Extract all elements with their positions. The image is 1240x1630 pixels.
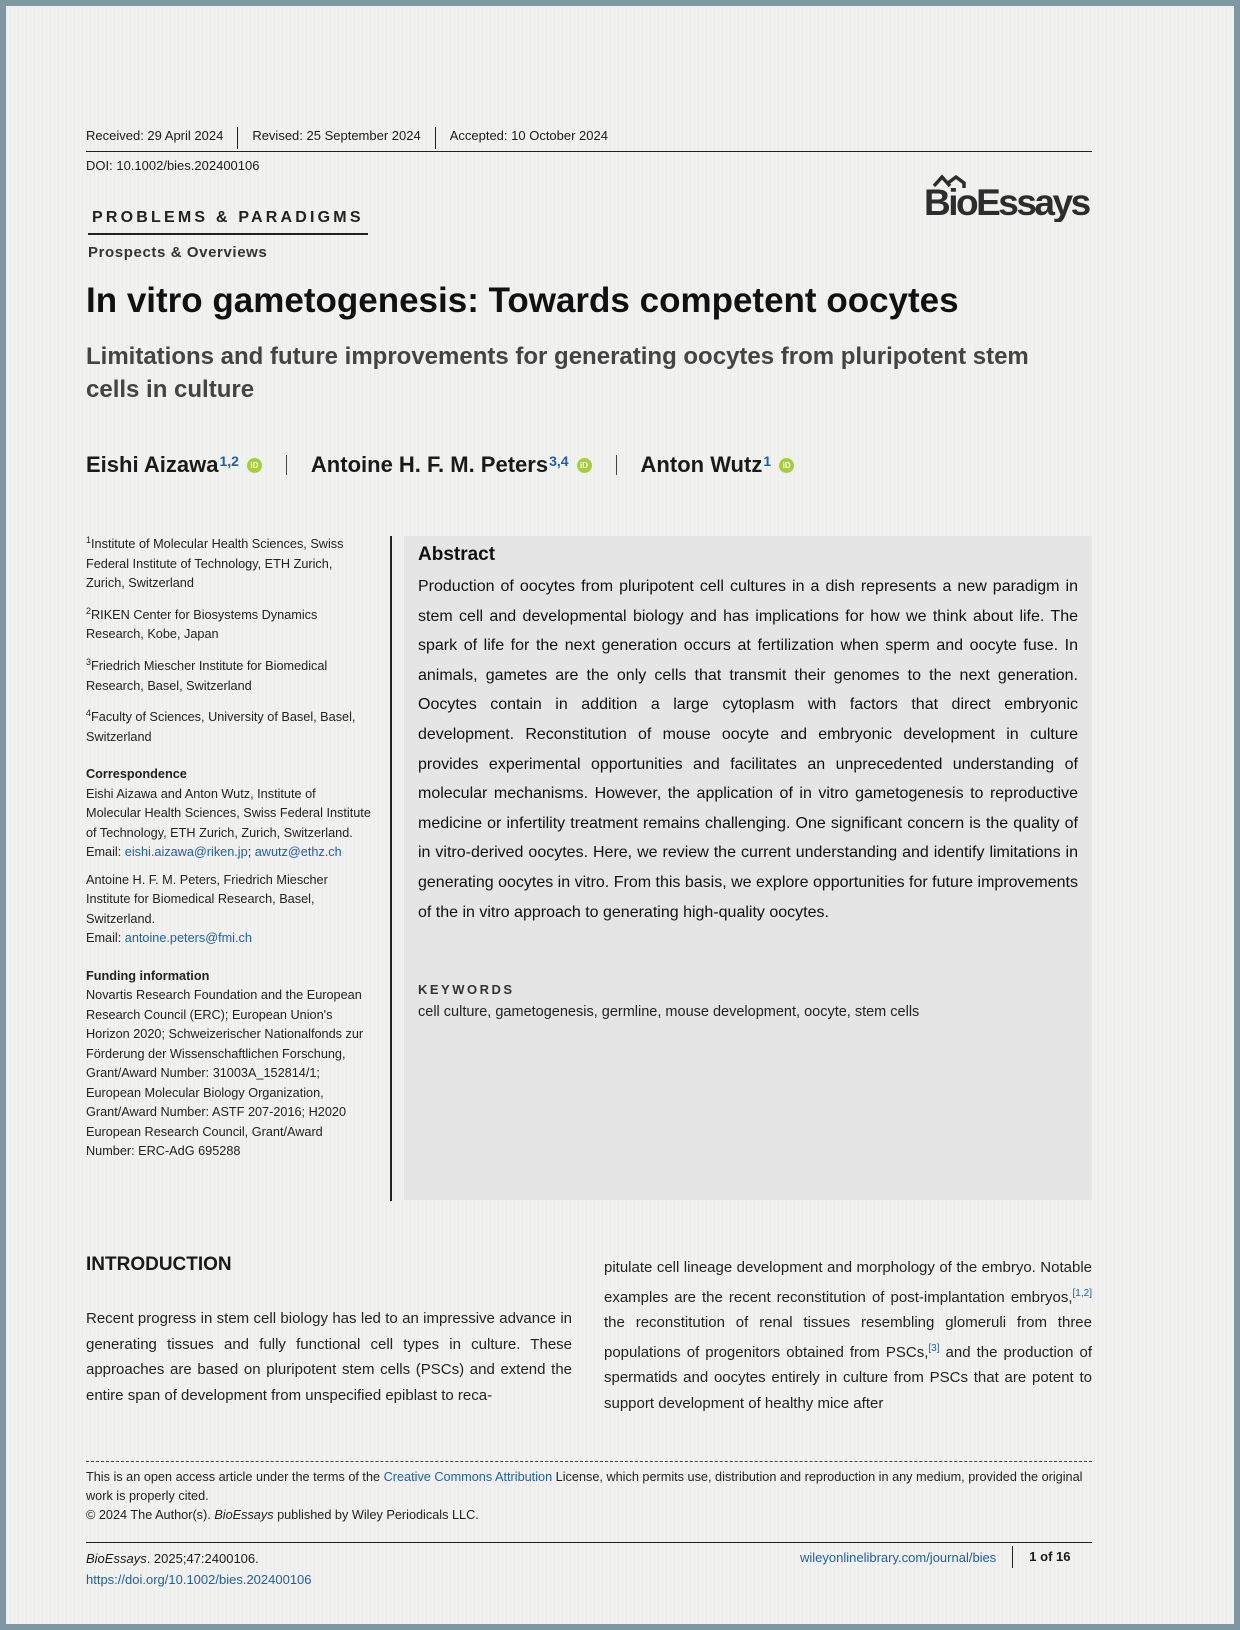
correspondence-block-1: Eishi Aizawa and Anton Wutz, Institute of Molecular Health Sciences, Swiss Federal Institute of Technology, ETH Zurich, Zurich, Switzerland. Email: eishi.aizawa@riken.jp; awutz@ethz.ch bbox=[86, 786, 371, 860]
author-list bbox=[86, 452, 794, 478]
orcid-icon[interactable]: iD bbox=[247, 458, 262, 473]
author-name: Eishi Aizawa bbox=[86, 452, 219, 477]
bioessays-logo bbox=[924, 174, 1092, 222]
sidebar-info bbox=[86, 531, 371, 1170]
article-title: In vitro gametogenesis: Towards competent oocytes bbox=[86, 281, 959, 320]
license-note: This is an open access article under the terms of the Creative Commons Attribution License, which permits use, distribution and reproduction in any medium, provided the original work is properly cited. © 2024 The Author(s). BioEssays published by Wiley Periodicals LLC. bbox=[86, 1470, 1083, 1522]
paper-page bbox=[6, 6, 1234, 1624]
column-divider bbox=[390, 536, 392, 1201]
affiliation-ref[interactable]: 1 bbox=[763, 453, 772, 469]
funding-heading: Funding information bbox=[86, 968, 210, 983]
author-name: Anton Wutz bbox=[640, 452, 763, 477]
email-link[interactable]: antoine.peters@fmi.ch bbox=[124, 931, 252, 946]
svg-text:BioEssays: BioEssays bbox=[924, 182, 1089, 222]
page-number: 1 of 16 bbox=[1012, 1546, 1070, 1568]
author-name: Antoine H. F. M. Peters bbox=[310, 452, 549, 477]
date-history bbox=[86, 127, 1092, 152]
author-3[interactable] bbox=[641, 452, 795, 478]
article-subtitle: Limitations and future improvements for generating oocytes from pluripotent stem cells in culture bbox=[86, 343, 1029, 403]
orcid-icon[interactable]: iD bbox=[779, 458, 794, 473]
affiliation-1: $^1$Institute of Molecular Health Sciences, Swiss Federal Institute of Technology, ETH Zurich, Zurich, Switzerland bbox=[86, 535, 344, 591]
revised-date: Revised: 25 September 2024 bbox=[238, 127, 435, 149]
doi-link[interactable]: https://doi.org/10.1002/bies.202400106 bbox=[86, 1572, 312, 1587]
cc-license-link[interactable]: Creative Commons Attribution bbox=[383, 1470, 553, 1484]
received-date: Received: 29 April 2024 bbox=[86, 127, 238, 149]
author-2[interactable] bbox=[311, 452, 592, 478]
doi-line: DOI: 10.1002/bies.202400106 bbox=[86, 158, 260, 173]
footer-right bbox=[800, 1546, 1070, 1568]
affiliation-3: $^3$Friedrich Miescher Institute for Biomedical Research, Basel, Switzerland bbox=[86, 656, 328, 693]
correspondence-heading: Correspondence bbox=[86, 767, 187, 782]
citation-link[interactable]: [3] bbox=[928, 1342, 940, 1354]
accepted-date: Accepted: 10 October 2024 bbox=[449, 128, 608, 143]
affiliation-4: $^4$Faculty of Sciences, University of Basel, Basel, Switzerland bbox=[86, 708, 356, 744]
abstract-box bbox=[404, 536, 1092, 1200]
keywords-heading: KEYWORDS bbox=[418, 982, 515, 997]
correspondence-block-2: Antoine H. F. M. Peters, Friedrich Miescher Institute for Biomedical Research, Basel, Switzerland. Email: antoine.peters@fmi.ch bbox=[86, 872, 328, 946]
author-1[interactable] bbox=[86, 452, 262, 478]
funding-text: Novartis Research Foundation and the European Research Council (ERC); European Union's Horizon 2020; Schweizerischer Nationalfonds zur Förderung der Wissenschaftlichen Forschung, Grant/Award Number: 31003A_152814/1; European Molecular Biology Organization, Grant/Award Number: ASTF 207-2016; H2020 European Research Council, Grant/Award Number: ERC-AdG 695288 bbox=[86, 988, 364, 1159]
footnote-divider bbox=[86, 1461, 1092, 1462]
journal-site-link[interactable]: wileyonlinelibrary.com/journal/bies bbox=[800, 1549, 997, 1565]
subsection-label: Prospects & Overviews bbox=[88, 244, 268, 261]
orcid-icon[interactable]: iD bbox=[577, 458, 592, 473]
footer-divider bbox=[86, 1542, 1092, 1543]
keywords-list: cell culture, gametogenesis, germline, mouse development, oocyte, stem cells bbox=[418, 1004, 920, 1020]
author-separator bbox=[286, 455, 287, 475]
affiliation-ref[interactable]: 3,4 bbox=[549, 453, 569, 469]
affiliation-ref[interactable]: 1,2 bbox=[219, 453, 239, 469]
email-link[interactable]: awutz@ethz.ch bbox=[254, 845, 342, 860]
citation-link[interactable]: [1,2] bbox=[1072, 1287, 1092, 1299]
section-label: PROBLEMS & PARADIGMS bbox=[88, 209, 368, 235]
intro-column-1: Recent progress in stem cell biology has led to an impressive advance in generating tissues and fully functional cell types in culture. These approaches are based on pluripotent stem cells (PSCs) and extend the entire span of development from unspecified epiblast to reca- bbox=[86, 1310, 572, 1404]
abstract-heading: Abstract bbox=[418, 544, 496, 565]
intro-column-2: pitulate cell lineage development and morphology of the embryo. Notable examples are the recent reconstitution of post-implantation embryos,[1,2] the reconstitution of renal tissues resembling glomeruli from three populations of progenitors obtained from PSCs,[3] and the production of spermatids and oocytes entirely in culture from PSCs that are potent to support development of healthy mice after bbox=[604, 1259, 1093, 1412]
introduction-heading: INTRODUCTION bbox=[86, 1254, 232, 1275]
email-link[interactable]: eishi.aizawa@riken.jp bbox=[124, 845, 248, 860]
affiliation-2: $^2$RIKEN Center for Biosystems Dynamics Research, Kobe, Japan bbox=[86, 605, 318, 642]
footer-citation: BioEssays. 2025;47:2400106. https://doi.org/10.1002/bies.202400106 bbox=[86, 1551, 312, 1587]
abstract-text: Production of oocytes from pluripotent cell cultures in a dish represents a new paradigm in stem cell and developmental biology and has implications for how we think about life. The spark of life for the next generation occurs at fertilization when sperm and oocyte fuse. In animals, gametes are the only cells that transmit their genomes to the next generation. Oocytes contain in addition a large cytoplasm with factors that direct embryonic development. Reconstitution of mouse oocyte and embryonic development in culture provides experimental opportunities and facilitates an unprecedented understanding of molecular mechanisms. However, the application of in vitro gametogenesis to reproductive medicine or infertility treatment remains challenging. One significant concern is the quality of in vitro-derived oocytes. Here, we review the current understanding and identify limitations in generating oocytes in vitro. From this basis, we explore opportunities for future improvements of the in vitro approach to generating high-quality oocytes. bbox=[418, 578, 1078, 921]
author-separator bbox=[616, 455, 617, 475]
